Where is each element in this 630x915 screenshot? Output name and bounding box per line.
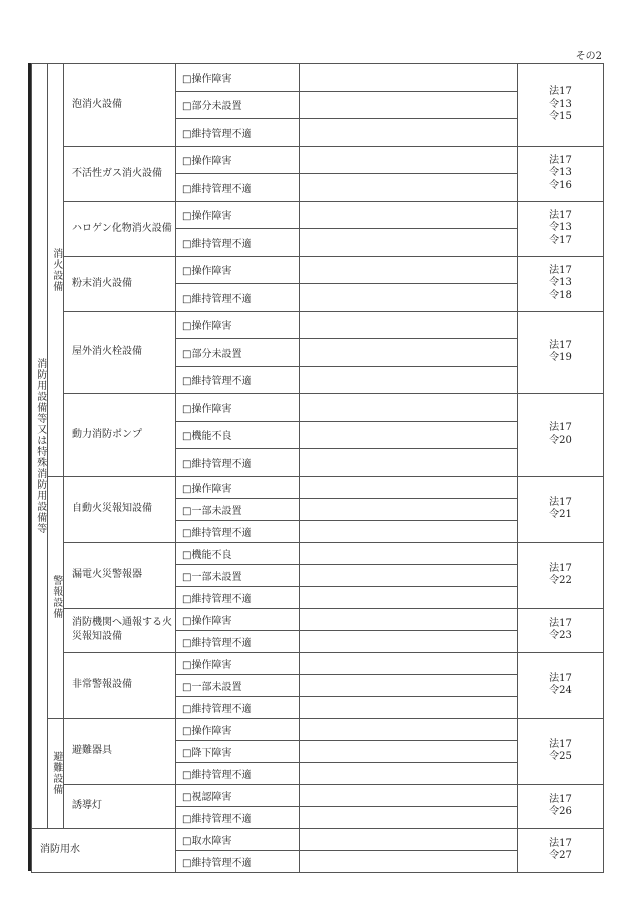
page-label: その2 bbox=[575, 51, 602, 62]
law-reference bbox=[518, 201, 604, 256]
check-item[interactable]: □一部未設置 bbox=[176, 498, 300, 520]
law-line: 令24 bbox=[549, 685, 572, 696]
table-row bbox=[32, 784, 604, 806]
law-line: 令20 bbox=[549, 434, 572, 446]
group-cell bbox=[48, 718, 64, 828]
check-item[interactable]: □維持管理不適 bbox=[176, 119, 300, 147]
check-item[interactable]: □一部未設置 bbox=[176, 674, 300, 696]
law-line: 令21 bbox=[549, 509, 572, 520]
remarks-cell[interactable] bbox=[300, 146, 518, 174]
law-reference bbox=[518, 608, 604, 652]
group-label: 避難設備 bbox=[50, 751, 62, 795]
law-reference bbox=[518, 652, 604, 718]
law-line: 令23 bbox=[549, 630, 572, 641]
law-line: 令13 bbox=[549, 277, 572, 289]
remarks-cell[interactable] bbox=[300, 394, 518, 422]
law-line: 法17 bbox=[549, 422, 572, 434]
remarks-cell[interactable] bbox=[300, 449, 518, 477]
check-item[interactable]: □操作障害 bbox=[176, 718, 300, 740]
law-reference bbox=[518, 256, 604, 311]
law-line: 法17 bbox=[549, 793, 572, 805]
law-reference bbox=[518, 542, 604, 608]
check-item[interactable]: □維持管理不適 bbox=[176, 449, 300, 477]
check-item[interactable]: □降下障害 bbox=[176, 740, 300, 762]
group-label: 警報設備 bbox=[50, 575, 62, 619]
remarks-cell[interactable] bbox=[300, 520, 518, 542]
check-item[interactable]: □操作障害 bbox=[176, 608, 300, 630]
law-line: 法17 bbox=[549, 496, 572, 508]
law-reference bbox=[518, 64, 604, 147]
remarks-cell[interactable] bbox=[300, 339, 518, 367]
check-item[interactable]: □維持管理不適 bbox=[176, 586, 300, 608]
equipment-name: 漏電火災警報器 bbox=[64, 542, 176, 608]
remarks-cell[interactable] bbox=[300, 542, 518, 564]
law-line: 法17 bbox=[549, 209, 572, 221]
equipment-name: 消防用水 bbox=[32, 828, 176, 872]
law-line: 令13 bbox=[549, 167, 572, 179]
check-item[interactable]: □維持管理不適 bbox=[176, 696, 300, 718]
table-row bbox=[32, 201, 604, 229]
check-item[interactable]: □視認障害 bbox=[176, 784, 300, 806]
remarks-cell[interactable] bbox=[300, 366, 518, 394]
law-line: 法17 bbox=[549, 617, 572, 629]
remarks-cell[interactable] bbox=[300, 256, 518, 284]
equipment-name: 自動火災報知設備 bbox=[64, 476, 176, 542]
check-item[interactable]: □操作障害 bbox=[176, 146, 300, 174]
table-row bbox=[32, 311, 604, 339]
group-cell bbox=[48, 64, 64, 477]
law-line: 令16 bbox=[549, 179, 572, 191]
check-item[interactable]: □機能不良 bbox=[176, 542, 300, 564]
check-item[interactable]: □操作障害 bbox=[176, 476, 300, 498]
table-row bbox=[32, 828, 604, 850]
equipment-name: 誘導灯 bbox=[64, 784, 176, 828]
check-item[interactable]: □部分未設置 bbox=[176, 91, 300, 119]
remarks-cell[interactable] bbox=[300, 784, 518, 806]
equipment-name: 避難器具 bbox=[64, 718, 176, 784]
equipment-name: 粉末消火設備 bbox=[64, 256, 176, 311]
remarks-cell[interactable] bbox=[300, 740, 518, 762]
check-item[interactable]: □維持管理不適 bbox=[176, 174, 300, 202]
table-row bbox=[32, 652, 604, 674]
law-line: 令13 bbox=[549, 98, 572, 110]
remarks-cell[interactable] bbox=[300, 850, 518, 872]
table-row bbox=[32, 146, 604, 174]
equipment-name: 非常警報設備 bbox=[64, 652, 176, 718]
law-line: 令13 bbox=[549, 222, 572, 234]
table-row bbox=[32, 608, 604, 630]
remarks-cell[interactable] bbox=[300, 498, 518, 520]
law-line: 法17 bbox=[549, 264, 572, 276]
group-label: 消火設備 bbox=[50, 247, 62, 292]
law-line: 法17 bbox=[549, 738, 572, 750]
check-item[interactable]: □操作障害 bbox=[176, 394, 300, 422]
law-line: 令15 bbox=[549, 111, 572, 122]
remarks-cell[interactable] bbox=[300, 284, 518, 312]
remarks-cell[interactable] bbox=[300, 91, 518, 119]
check-item[interactable]: □維持管理不適 bbox=[176, 520, 300, 542]
law-line: 法17 bbox=[549, 339, 572, 351]
law-line: 令27 bbox=[549, 850, 572, 861]
remarks-cell[interactable] bbox=[300, 652, 518, 674]
law-line: 令26 bbox=[549, 806, 572, 817]
category-cell bbox=[32, 64, 48, 829]
law-line: 法17 bbox=[549, 154, 572, 166]
equipment-name: 動力消防ポンプ bbox=[64, 394, 176, 477]
law-reference bbox=[518, 394, 604, 477]
check-item[interactable]: □維持管理不適 bbox=[176, 850, 300, 872]
law-reference bbox=[518, 476, 604, 542]
law-reference bbox=[518, 718, 604, 784]
law-reference bbox=[518, 146, 604, 201]
law-reference bbox=[518, 784, 604, 828]
check-item[interactable]: □操作障害 bbox=[176, 652, 300, 674]
equipment-name: 泡消火設備 bbox=[64, 64, 176, 147]
remarks-cell[interactable] bbox=[300, 476, 518, 498]
law-reference bbox=[518, 311, 604, 394]
check-item[interactable]: □維持管理不適 bbox=[176, 762, 300, 784]
remarks-cell[interactable] bbox=[300, 201, 518, 229]
check-item[interactable]: □操作障害 bbox=[176, 311, 300, 339]
check-item[interactable]: □一部未設置 bbox=[176, 564, 300, 586]
check-item[interactable]: □維持管理不適 bbox=[176, 630, 300, 652]
check-item[interactable]: □維持管理不適 bbox=[176, 229, 300, 257]
remarks-cell[interactable] bbox=[300, 311, 518, 339]
equipment-name: 不活性ガス消火設備 bbox=[64, 146, 176, 201]
table-row bbox=[32, 64, 604, 92]
law-line: 令25 bbox=[549, 751, 572, 762]
equipment-name: 消防機関へ通報する火災報知設備 bbox=[64, 608, 176, 652]
remarks-cell[interactable] bbox=[300, 229, 518, 257]
law-line: 法17 bbox=[549, 672, 572, 684]
remarks-cell[interactable] bbox=[300, 64, 518, 92]
remarks-cell[interactable] bbox=[300, 674, 518, 696]
law-reference bbox=[518, 828, 604, 872]
group-cell bbox=[48, 476, 64, 718]
check-item[interactable]: □維持管理不適 bbox=[176, 284, 300, 312]
law-line: 法17 bbox=[549, 837, 572, 849]
check-item[interactable]: □機能不良 bbox=[176, 421, 300, 449]
equipment-name: 屋外消火栓設備 bbox=[64, 311, 176, 394]
law-line: 令22 bbox=[549, 575, 572, 586]
check-item[interactable]: □維持管理不適 bbox=[176, 366, 300, 394]
remarks-cell[interactable] bbox=[300, 174, 518, 202]
law-line: 令17 bbox=[549, 234, 572, 246]
inspection-table bbox=[31, 63, 604, 873]
remarks-cell[interactable] bbox=[300, 119, 518, 147]
remarks-cell[interactable] bbox=[300, 608, 518, 630]
equipment-name: ハロゲン化物消火設備 bbox=[64, 201, 176, 256]
check-item[interactable]: □操作障害 bbox=[176, 64, 300, 92]
remarks-cell[interactable] bbox=[300, 564, 518, 586]
law-line: 令18 bbox=[549, 289, 572, 301]
check-item[interactable]: □部分未設置 bbox=[176, 339, 300, 367]
law-line: 法17 bbox=[549, 562, 572, 574]
table-row bbox=[32, 256, 604, 284]
remarks-cell[interactable] bbox=[300, 828, 518, 850]
check-item[interactable]: □操作障害 bbox=[176, 201, 300, 229]
table-row bbox=[32, 718, 604, 740]
check-item[interactable]: □取水障害 bbox=[176, 828, 300, 850]
law-line: 令19 bbox=[549, 352, 572, 364]
remarks-cell[interactable] bbox=[300, 586, 518, 608]
remarks-cell[interactable] bbox=[300, 696, 518, 718]
table-row bbox=[32, 394, 604, 422]
category-label: 消防用設備等又は特殊消防用設備等 bbox=[34, 357, 46, 534]
check-item[interactable]: □操作障害 bbox=[176, 256, 300, 284]
remarks-cell[interactable] bbox=[300, 718, 518, 740]
table-row bbox=[32, 476, 604, 498]
law-line: 法17 bbox=[549, 86, 572, 97]
remarks-cell[interactable] bbox=[300, 806, 518, 828]
remarks-cell[interactable] bbox=[300, 630, 518, 652]
check-item[interactable]: □維持管理不適 bbox=[176, 806, 300, 828]
table-row bbox=[32, 542, 604, 564]
remarks-cell[interactable] bbox=[300, 421, 518, 449]
remarks-cell[interactable] bbox=[300, 762, 518, 784]
